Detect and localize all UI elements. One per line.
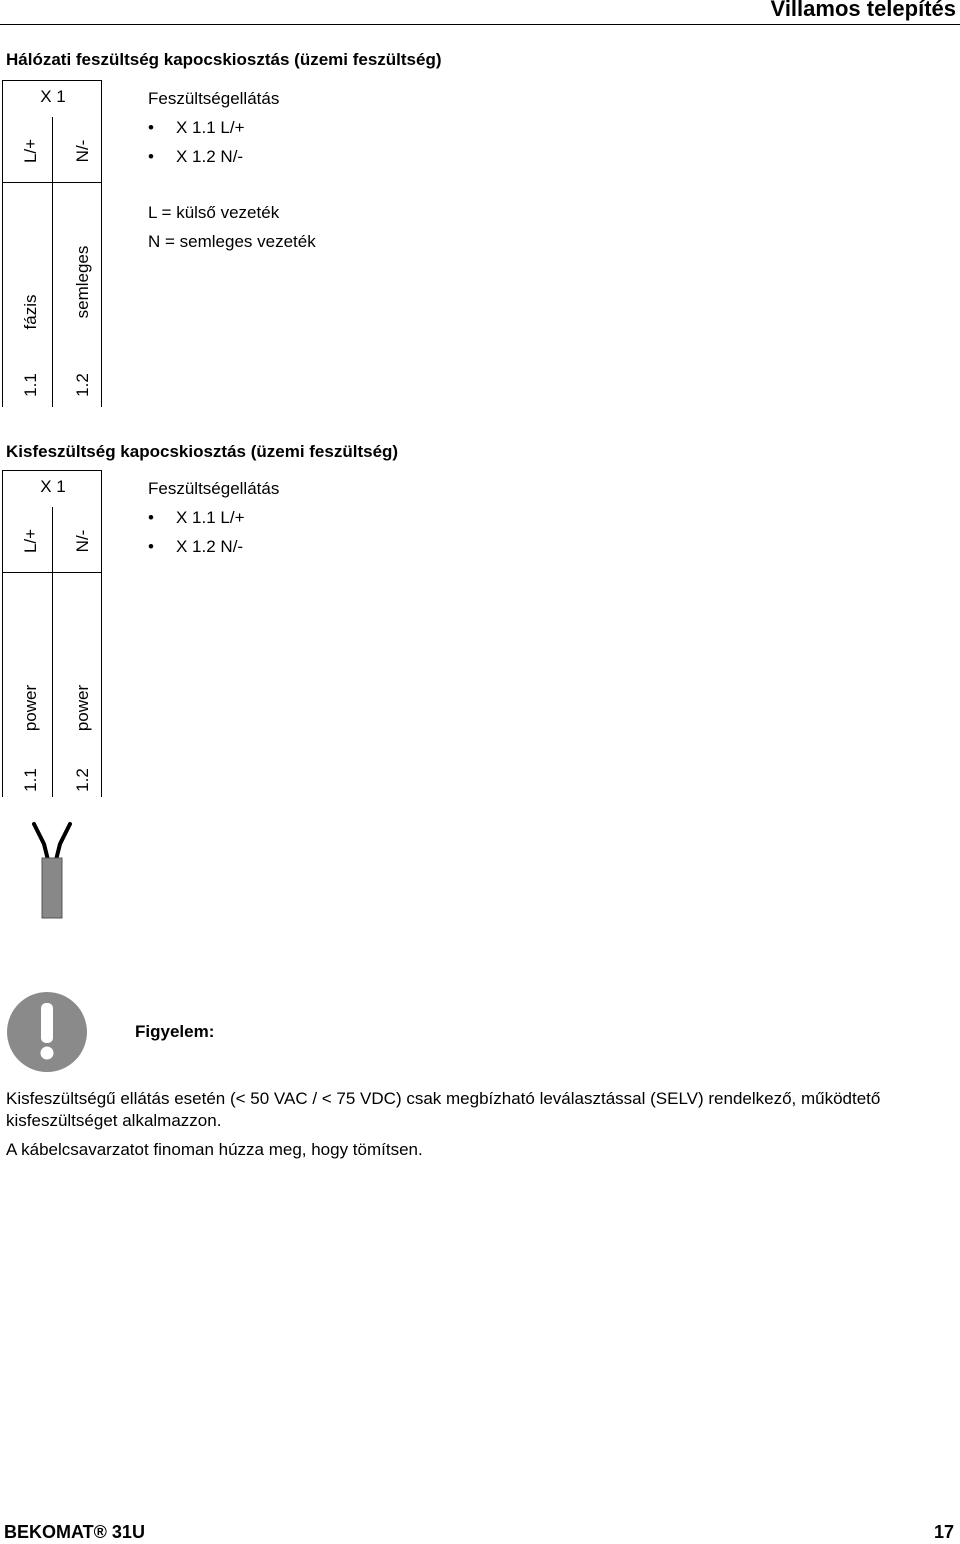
low-voltage-bullet-2: • X 1.2 N/- [148,532,279,561]
mains-number-2: 1.2 [73,373,92,397]
mains-number-1: 1.1 [21,373,40,397]
warning-text-1: Kisfeszültségű ellátás esetén (< 50 VAC / < 75 VDC) csak megbízható leválasztással (SELV) rendelkező, működtető kisfeszültséget alkalmazzon. [6,1089,881,1130]
mains-terminal-body [2,182,102,407]
mains-bullet-2: • X 1.2 N/- [148,142,279,171]
mains-terminal-divider [52,182,53,407]
low-voltage-number-1: 1.1 [21,768,40,792]
low-voltage-terminal-header [2,470,102,573]
footer-page-number: 17 [933,1522,954,1542]
mains-legend-n: N = semleges vezeték [148,232,316,251]
low-voltage-name-2: power [73,684,92,732]
low-voltage-number-2: 1.2 [73,768,92,792]
cable-icon [28,820,78,922]
low-voltage-terminal-body [2,572,102,797]
mains-terminal-divider-top [52,117,53,182]
mains-section-title: Hálózati feszültség kapocskiosztás (üzemi feszültség) [6,50,442,69]
warning-label: Figyelem: [135,1022,215,1041]
mains-terminal-block [2,80,102,407]
low-voltage-terminal-divider [52,572,53,797]
mains-supply-label: Feszültségellátás [148,89,280,108]
low-voltage-terminal-label: X 1 [40,477,66,496]
low-voltage-supply-info [148,474,279,561]
low-voltage-terminal-block [2,470,102,797]
low-voltage-pin-n: N/- [73,529,92,553]
mains-pin-n: N/- [73,139,92,163]
page-header-title: Villamos telepítés [770,0,956,21]
footer-product: BEKOMAT® 31U [4,1522,145,1542]
warning-text-2: A kábelcsavarzatot finoman húzza meg, hogy tömítsen. [6,1140,423,1159]
header-rule [0,24,960,25]
low-voltage-pin-l: L/+ [21,528,40,554]
mains-supply-info [148,84,279,171]
mains-bullet-1: • X 1.1 L/+ [148,113,279,142]
low-voltage-bullet-1: • X 1.1 L/+ [148,503,279,532]
mains-legend [148,198,316,256]
low-voltage-supply-label: Feszültségellátás [148,479,280,498]
mains-terminal-header [2,80,102,183]
low-voltage-section-title: Kisfeszültség kapocskiosztás (üzemi feszültség) [6,442,399,461]
low-voltage-name-1: power [21,684,40,732]
mains-name-2: semleges [73,245,92,319]
mains-legend-l: L = külső vezeték [148,203,280,222]
mains-pin-l: L/+ [21,138,40,164]
mains-terminal-label: X 1 [40,87,66,106]
low-voltage-terminal-divider-top [52,507,53,572]
warning-icon [6,991,88,1073]
mains-name-1: fázis [21,294,40,330]
